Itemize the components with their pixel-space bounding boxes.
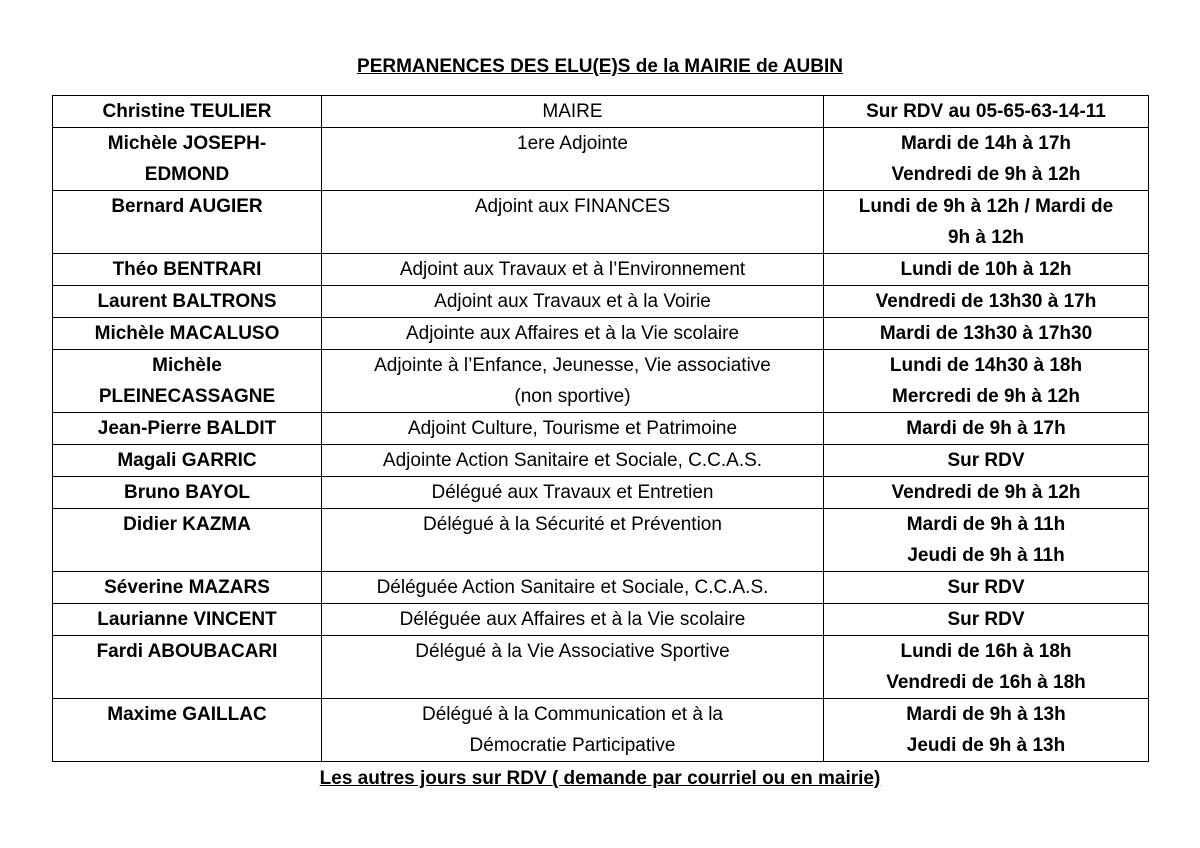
elected-role-cell <box>322 477 824 509</box>
elected-role-line: Démocratie Participative <box>469 735 676 756</box>
elected-role-cell <box>322 350 824 413</box>
elected-name-line: Maxime GAILLAC <box>107 704 267 725</box>
table-row <box>53 445 1149 477</box>
office-hours-line: Mardi de 13h30 à 17h30 <box>879 323 1093 344</box>
table-row <box>53 413 1149 445</box>
elected-name-cell <box>53 604 322 636</box>
elected-name-cell <box>53 509 322 572</box>
office-hours-cell <box>824 699 1149 762</box>
office-hours-cell <box>824 96 1149 128</box>
office-hours-cell <box>824 636 1149 699</box>
office-hours-cell <box>824 254 1149 286</box>
page-title: PERMANENCES DES ELU(E)S de la MAIRIE de AUBIN <box>357 56 843 77</box>
office-hours-cell <box>824 572 1149 604</box>
elected-role-cell <box>322 413 824 445</box>
office-hours-line: Sur RDV <box>947 577 1025 598</box>
elected-name-cell <box>53 128 322 191</box>
elected-name-line: Magali GARRIC <box>117 450 257 471</box>
table-row <box>53 254 1149 286</box>
office-hours-line: 9h à 12h <box>947 227 1025 248</box>
office-hours-cell <box>824 413 1149 445</box>
elected-role-cell <box>322 699 824 762</box>
elected-role-line: 1ere Adjointe <box>517 133 628 154</box>
office-hours-line: Vendredi de 9h à 12h <box>891 482 1081 503</box>
elected-name-cell <box>53 699 322 762</box>
table-row <box>53 191 1149 254</box>
elected-name-cell <box>53 318 322 350</box>
elected-role-line: Adjointe à l’Enfance, Jeunesse, Vie associative <box>374 355 771 376</box>
elected-role-line: Déléguée Action Sanitaire et Sociale, C.C.A.S. <box>376 577 769 598</box>
elected-name-cell <box>53 96 322 128</box>
table-row <box>53 699 1149 762</box>
elected-name-line: Séverine MAZARS <box>104 577 270 598</box>
elected-role-line: MAIRE <box>542 101 603 122</box>
office-hours-line: Sur RDV <box>947 609 1025 630</box>
elected-name-cell <box>53 636 322 699</box>
elected-name-line: Laurianne VINCENT <box>97 609 277 630</box>
elected-name-line: Christine TEULIER <box>102 101 272 122</box>
table-row <box>53 318 1149 350</box>
office-hours-line: Jeudi de 9h à 11h <box>907 545 1065 566</box>
office-hours-line: Mardi de 9h à 13h <box>906 704 1066 725</box>
table-row <box>53 604 1149 636</box>
office-hours-cell <box>824 477 1149 509</box>
office-hours-line: Vendredi de 9h à 12h <box>891 164 1081 185</box>
table-row <box>53 636 1149 699</box>
office-hours-cell <box>824 604 1149 636</box>
office-hours-line: Mardi de 9h à 17h <box>906 418 1066 439</box>
elected-name-cell <box>53 350 322 413</box>
table-row <box>53 128 1149 191</box>
office-hours-line: Lundi de 14h30 à 18h <box>889 355 1083 376</box>
office-hours-cell <box>824 191 1149 254</box>
elected-role-cell <box>322 286 824 318</box>
office-hours-line: Jeudi de 9h à 13h <box>906 735 1066 756</box>
elected-name-line: Jean-Pierre BALDIT <box>97 418 277 439</box>
elected-name-cell <box>53 413 322 445</box>
elected-name-line: Didier KAZMA <box>123 514 251 535</box>
office-hours-line: Sur RDV <box>947 450 1025 471</box>
elected-role-cell <box>322 96 824 128</box>
elected-role-line: Délégué aux Travaux et Entretien <box>431 482 714 503</box>
elected-role-line: Adjoint Culture, Tourisme et Patrimoine <box>407 418 738 439</box>
elected-role-line: Adjoint aux Travaux et à l’Environnement <box>399 259 746 280</box>
elected-role-line: Déléguée aux Affaires et à la Vie scolaire <box>399 609 746 630</box>
office-hours-line: Lundi de 9h à 12h / Mardi de <box>858 196 1114 217</box>
elected-name-line: EDMOND <box>144 164 230 185</box>
elected-name-line: Laurent BALTRONS <box>97 291 277 312</box>
elected-role-line: Adjoint aux FINANCES <box>474 196 671 217</box>
table-row <box>53 572 1149 604</box>
elected-name-cell <box>53 254 322 286</box>
elected-role-line: Délégué à la Sécurité et Prévention <box>423 514 722 535</box>
table-row <box>53 509 1149 572</box>
elected-role-cell <box>322 636 824 699</box>
elected-role-cell <box>322 254 824 286</box>
elected-role-line: Délégué à la Vie Associative Sportive <box>415 641 730 662</box>
permanences-table <box>52 95 1149 762</box>
table-body <box>53 96 1149 762</box>
table-row <box>53 350 1149 413</box>
office-hours-line: Vendredi de 16h à 18h <box>886 672 1086 693</box>
elected-role-cell <box>322 128 824 191</box>
office-hours-line: Sur RDV au 05-65-63-14-11 <box>866 101 1106 122</box>
elected-role-line: Adjoint aux Travaux et à la Voirie <box>434 291 711 312</box>
elected-role-cell <box>322 191 824 254</box>
elected-role-line: Adjointe aux Affaires et à la Vie scolaire <box>405 323 740 344</box>
elected-name-cell <box>53 191 322 254</box>
elected-role-cell <box>322 572 824 604</box>
elected-role-line: (non sportive) <box>514 386 631 407</box>
elected-name-line: PLEINECASSAGNE <box>98 386 276 407</box>
elected-role-cell <box>322 604 824 636</box>
elected-role-cell <box>322 445 824 477</box>
office-hours-cell <box>824 286 1149 318</box>
office-hours-line: Mercredi de 9h à 12h <box>892 386 1080 407</box>
elected-name-cell <box>53 286 322 318</box>
office-hours-cell <box>824 318 1149 350</box>
table-row <box>53 286 1149 318</box>
elected-role-cell <box>322 509 824 572</box>
elected-name-line: Michèle <box>152 355 222 376</box>
office-hours-line: Mardi de 9h à 11h <box>906 514 1066 535</box>
elected-name-cell <box>53 477 322 509</box>
table-row <box>53 477 1149 509</box>
office-hours-cell <box>824 128 1149 191</box>
elected-role-cell <box>322 318 824 350</box>
elected-name-line: Bruno BAYOL <box>124 482 250 503</box>
elected-name-line: Théo BENTRARI <box>112 259 262 280</box>
elected-name-line: Bernard AUGIER <box>111 196 263 217</box>
elected-name-cell <box>53 445 322 477</box>
office-hours-line: Mardi de 14h à 17h <box>900 133 1071 154</box>
office-hours-cell <box>824 350 1149 413</box>
table-row <box>53 96 1149 128</box>
elected-name-line: Michèle JOSEPH- <box>107 133 267 154</box>
office-hours-line: Lundi de 10h à 12h <box>900 259 1072 280</box>
elected-name-cell <box>53 572 322 604</box>
office-hours-cell <box>824 509 1149 572</box>
office-hours-line: Lundi de 16h à 18h <box>900 641 1072 662</box>
office-hours-cell <box>824 445 1149 477</box>
elected-role-line: Adjointe Action Sanitaire et Sociale, C.C.A.S. <box>382 450 763 471</box>
footer-note: Les autres jours sur RDV ( demande par courriel ou en mairie) <box>319 768 881 789</box>
elected-name-line: Fardi ABOUBACARI <box>96 641 278 662</box>
office-hours-line: Vendredi de 13h30 à 17h <box>875 291 1097 312</box>
elected-name-line: Michèle MACALUSO <box>94 323 280 344</box>
elected-role-line: Délégué à la Communication et à la <box>421 704 723 725</box>
